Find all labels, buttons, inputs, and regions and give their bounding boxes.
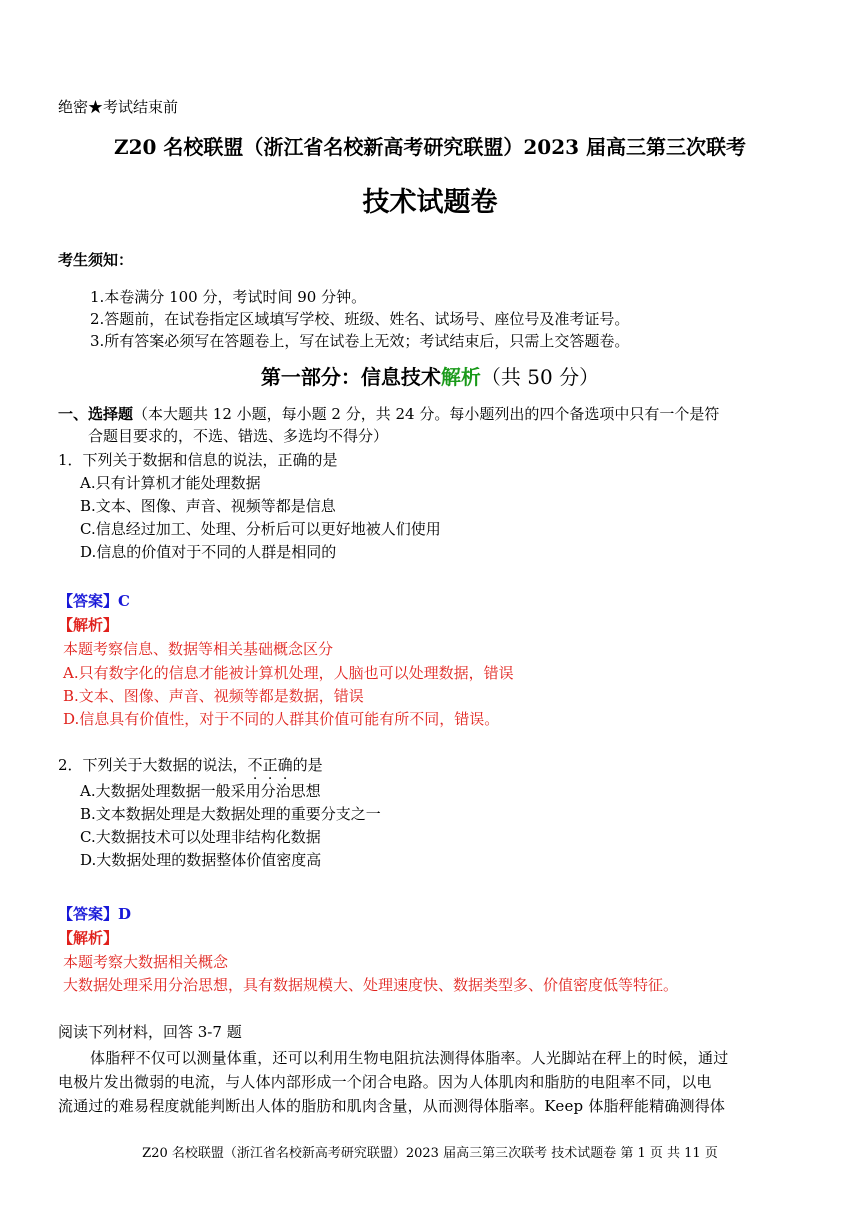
q1-option-a: A.只有计算机才能处理数据 bbox=[80, 474, 261, 492]
part-title-score: （共 50 分） bbox=[480, 365, 600, 389]
section-desc: （本大题共 12 小题，每小题 2 分，共 24 分。每小题列出的四个备选项中只有一个是符 bbox=[133, 405, 720, 423]
q2-option-d: D.大数据处理的数据整体价值密度高 bbox=[80, 851, 322, 869]
q1-analysis-line: 本题考察信息、数据等相关基础概念区分 bbox=[63, 640, 334, 658]
q2-stem-end: 的是 bbox=[292, 756, 323, 774]
section-desc-cont: 合题目要求的，不选、错选、多选均不得分） bbox=[88, 427, 389, 445]
q2-emphasis-char: 不 bbox=[247, 756, 263, 774]
q1-analysis-line: A.只有数字化的信息才能被计算机处理，人脑也可以处理数据，错误 bbox=[63, 664, 514, 682]
notice-item: 2.答题前，在试卷指定区域填写学校、班级、姓名、试场号、座位号及准考证号。 bbox=[90, 310, 630, 328]
exam-title: Z20 名校联盟（浙江省名校新高考研究联盟）2023 届高三第三次联考 bbox=[113, 135, 747, 159]
q2-option-a: A.大数据处理数据一般采用分治思想 bbox=[80, 782, 321, 800]
reading-line: 流通过的难易程度就能判断出人体的脂肪和肌肉含量，从而测得体脂率。Keep 体脂秤能精确测得体 bbox=[58, 1097, 726, 1115]
q2-analysis-line: 大数据处理采用分治思想，具有数据规模大、处理速度快、数据类型多、价值密度低等特征。 bbox=[63, 976, 679, 994]
q1-analysis-line: B.文本、图像、声音、视频等都是数据，错误 bbox=[63, 687, 364, 705]
q2-emphasis-char: 确 bbox=[277, 756, 293, 774]
q2-stem-start: 2．下列关于大数据的说法， bbox=[58, 756, 248, 774]
section-label: 一、选择题 bbox=[58, 405, 134, 423]
q2-analysis-label: 【解析】 bbox=[58, 929, 119, 947]
q1-analysis-label: 【解析】 bbox=[58, 616, 119, 634]
q1-option-d: D.信息的价值对于不同的人群是相同的 bbox=[80, 543, 337, 561]
q1-analysis-line: D.信息具有价值性，对于不同的人群其价值可能有所不同，错误。 bbox=[63, 710, 500, 728]
q2-option-c: C.大数据技术可以处理非结构化数据 bbox=[80, 828, 321, 846]
notice-item: 1.本卷满分 100 分，考试时间 90 分钟。 bbox=[90, 288, 367, 306]
reading-line: 电极片发出微弱的电流，与人体内部形成一个闭合电路。因为人体肌肉和脂肪的电阻率不同，以电 bbox=[58, 1073, 712, 1091]
page-footer: Z20 名校联盟（浙江省名校新高考研究联盟）2023 届高三第三次联考 技术试题卷 第 1 页 共 11 页 bbox=[142, 1146, 718, 1161]
reading-line: 体脂秤不仅可以测量体重，还可以利用生物电阻抗法测得体脂率。人光脚站在秤上的时候，通过 bbox=[90, 1049, 729, 1067]
part-title-analysis: 解析 bbox=[440, 365, 481, 389]
q2-option-b: B.文本数据处理是大数据处理的重要分支之一 bbox=[80, 805, 381, 823]
notice-item: 3.所有答案必须写在答题卷上，写在试卷上无效；考试结束后，只需上交答题卷。 bbox=[90, 332, 630, 350]
q2-answer: 【答案】D bbox=[58, 905, 132, 923]
q2-emphasis-char: 正 bbox=[262, 756, 278, 774]
secret-label: 绝密★考试结束前 bbox=[58, 98, 179, 116]
part-title-main: 第一部分：信息技术 bbox=[260, 365, 441, 389]
q1-option-b: B.文本、图像、声音、视频等都是信息 bbox=[80, 497, 336, 515]
part-title bbox=[0, 361, 860, 390]
paper-title: 技术试题卷 bbox=[362, 187, 498, 218]
q1-stem: 1．下列关于数据和信息的说法，正确的是 bbox=[58, 451, 338, 469]
q2-stem bbox=[58, 754, 323, 775]
reading-intro: 阅读下列材料，回答 3-7 题 bbox=[58, 1023, 242, 1041]
q1-option-c: C.信息经过加工、处理、分析后可以更好地被人们使用 bbox=[80, 520, 441, 538]
section-header bbox=[58, 403, 719, 424]
notice-heading: 考生须知： bbox=[58, 251, 134, 269]
q1-answer: 【答案】C bbox=[58, 592, 130, 610]
q2-analysis-line: 本题考察大数据相关概念 bbox=[63, 953, 229, 971]
